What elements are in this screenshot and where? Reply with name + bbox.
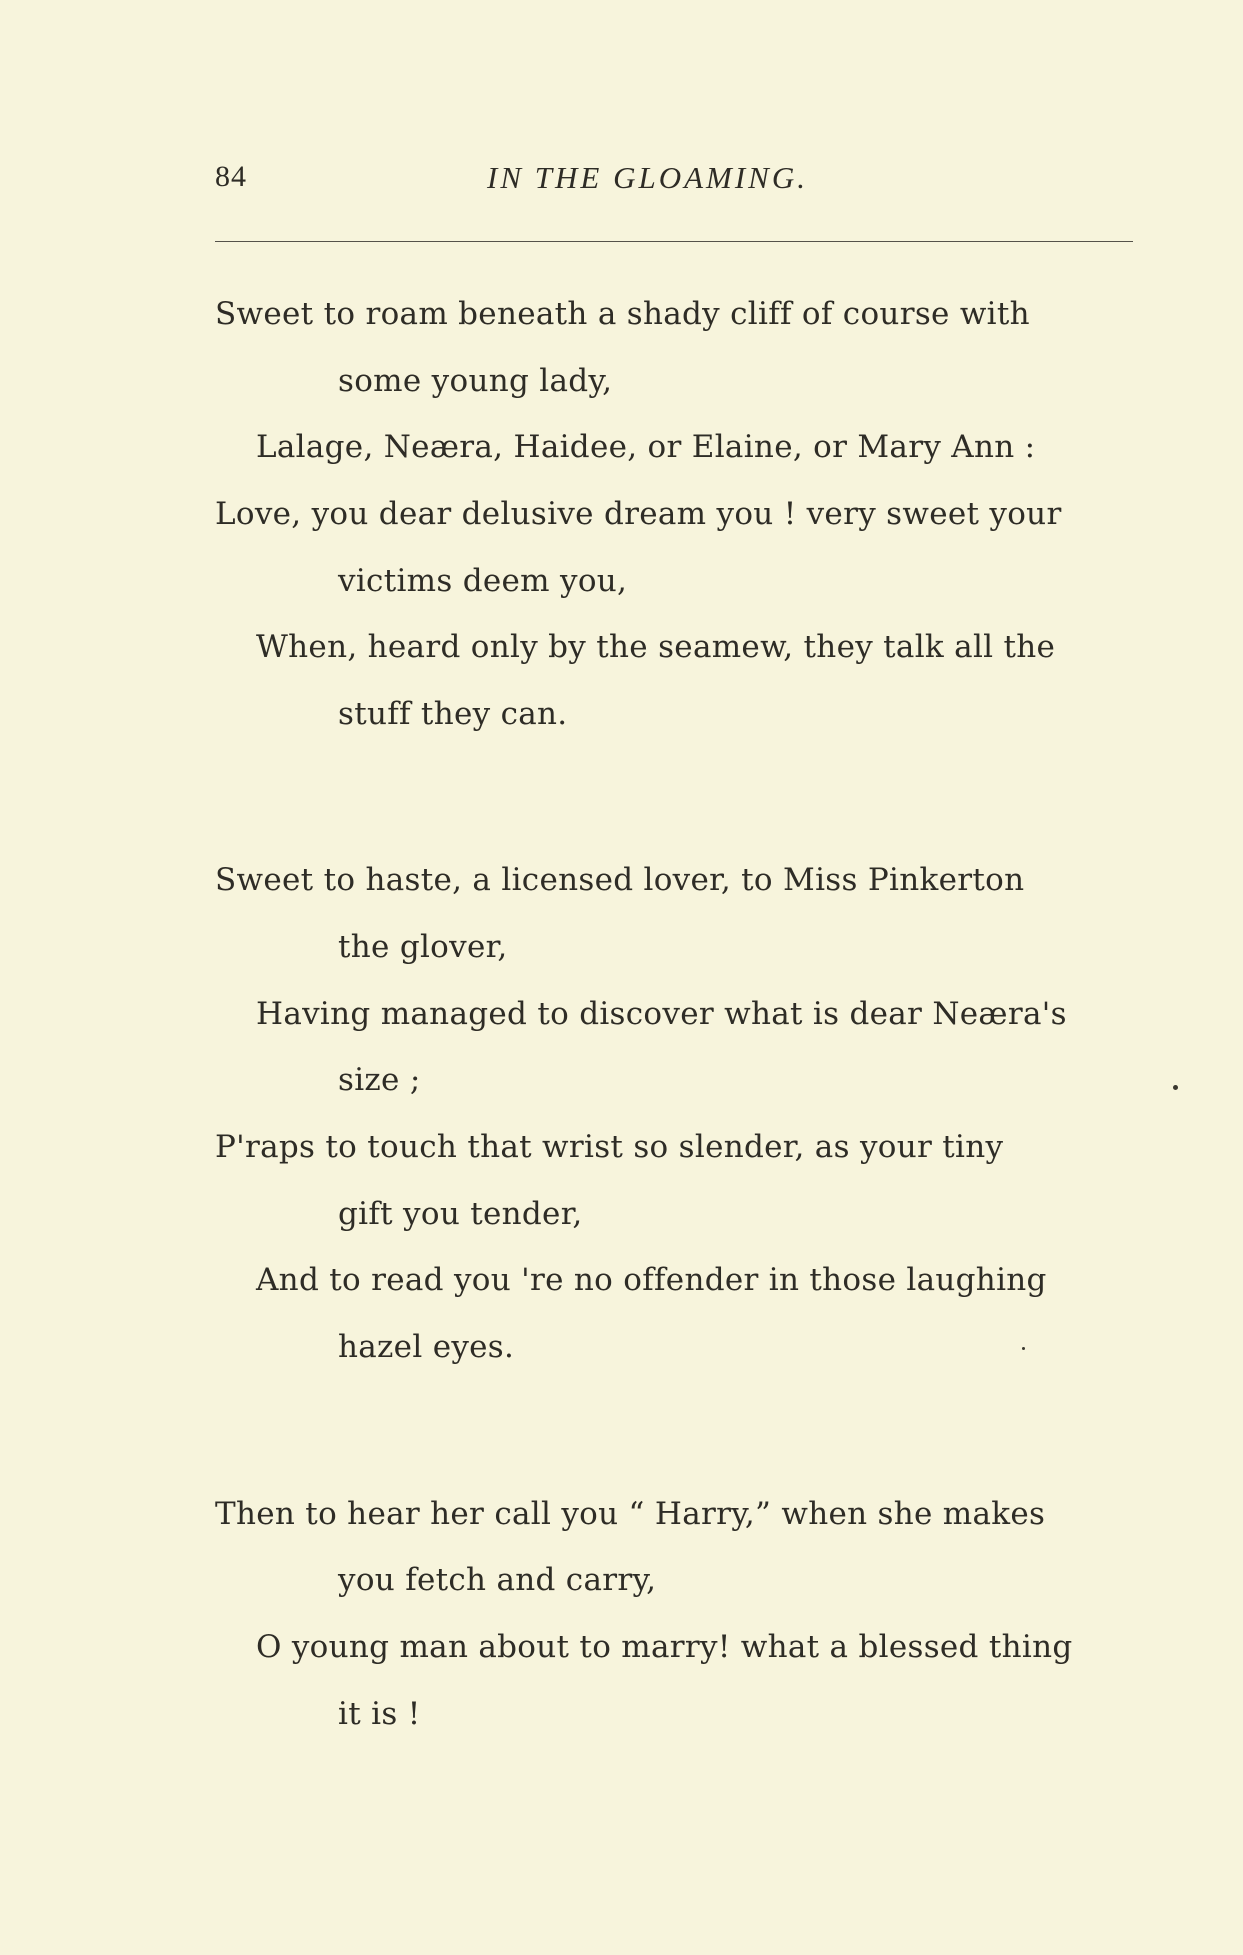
verse-line: gift you tender, (338, 1196, 583, 1232)
verse-line: Love, you dear delusive dream you ! very sweet your (215, 496, 1062, 532)
verse-line: it is ! (338, 1696, 421, 1732)
page-number: 84 (215, 160, 247, 193)
page-header (215, 160, 1135, 208)
verse-line: some young lady, (338, 363, 613, 399)
verse-line: Sweet to roam beneath a shady cliff of course with (215, 296, 1030, 332)
header-rule (215, 241, 1133, 242)
verse-line: hazel eyes. (338, 1329, 515, 1365)
verse-line: When, heard only by the seamew, they talk all the (256, 629, 1056, 665)
verse-line: O young man about to marry! what a blessed thing (256, 1629, 1073, 1665)
verse-line: P'raps to touch that wrist so slender, as your tiny (215, 1129, 1004, 1165)
verse-line: Then to hear her call you “ Harry,” when she makes (215, 1496, 1046, 1532)
verse-line: stuff they can. (338, 696, 568, 732)
ink-speck (1022, 1347, 1025, 1350)
verse-line: the glover, (338, 929, 508, 965)
running-title: IN THE GLOAMING. (487, 160, 808, 195)
verse-line: Sweet to haste, a licensed lover, to Miss Pinkerton (215, 862, 1025, 898)
verse-line: victims deem you, (338, 563, 628, 599)
verse-line: you fetch and carry, (338, 1562, 657, 1598)
verse-line: Lalage, Neæra, Haidee, or Elaine, or Mary Ann : (256, 429, 1036, 465)
verse-line: And to read you 're no offender in those laughing (256, 1262, 1047, 1298)
verse-line: size ; (338, 1062, 421, 1098)
ink-speck (1173, 1085, 1178, 1090)
verse-line: Having managed to discover what is dear Neæra's (256, 996, 1067, 1032)
